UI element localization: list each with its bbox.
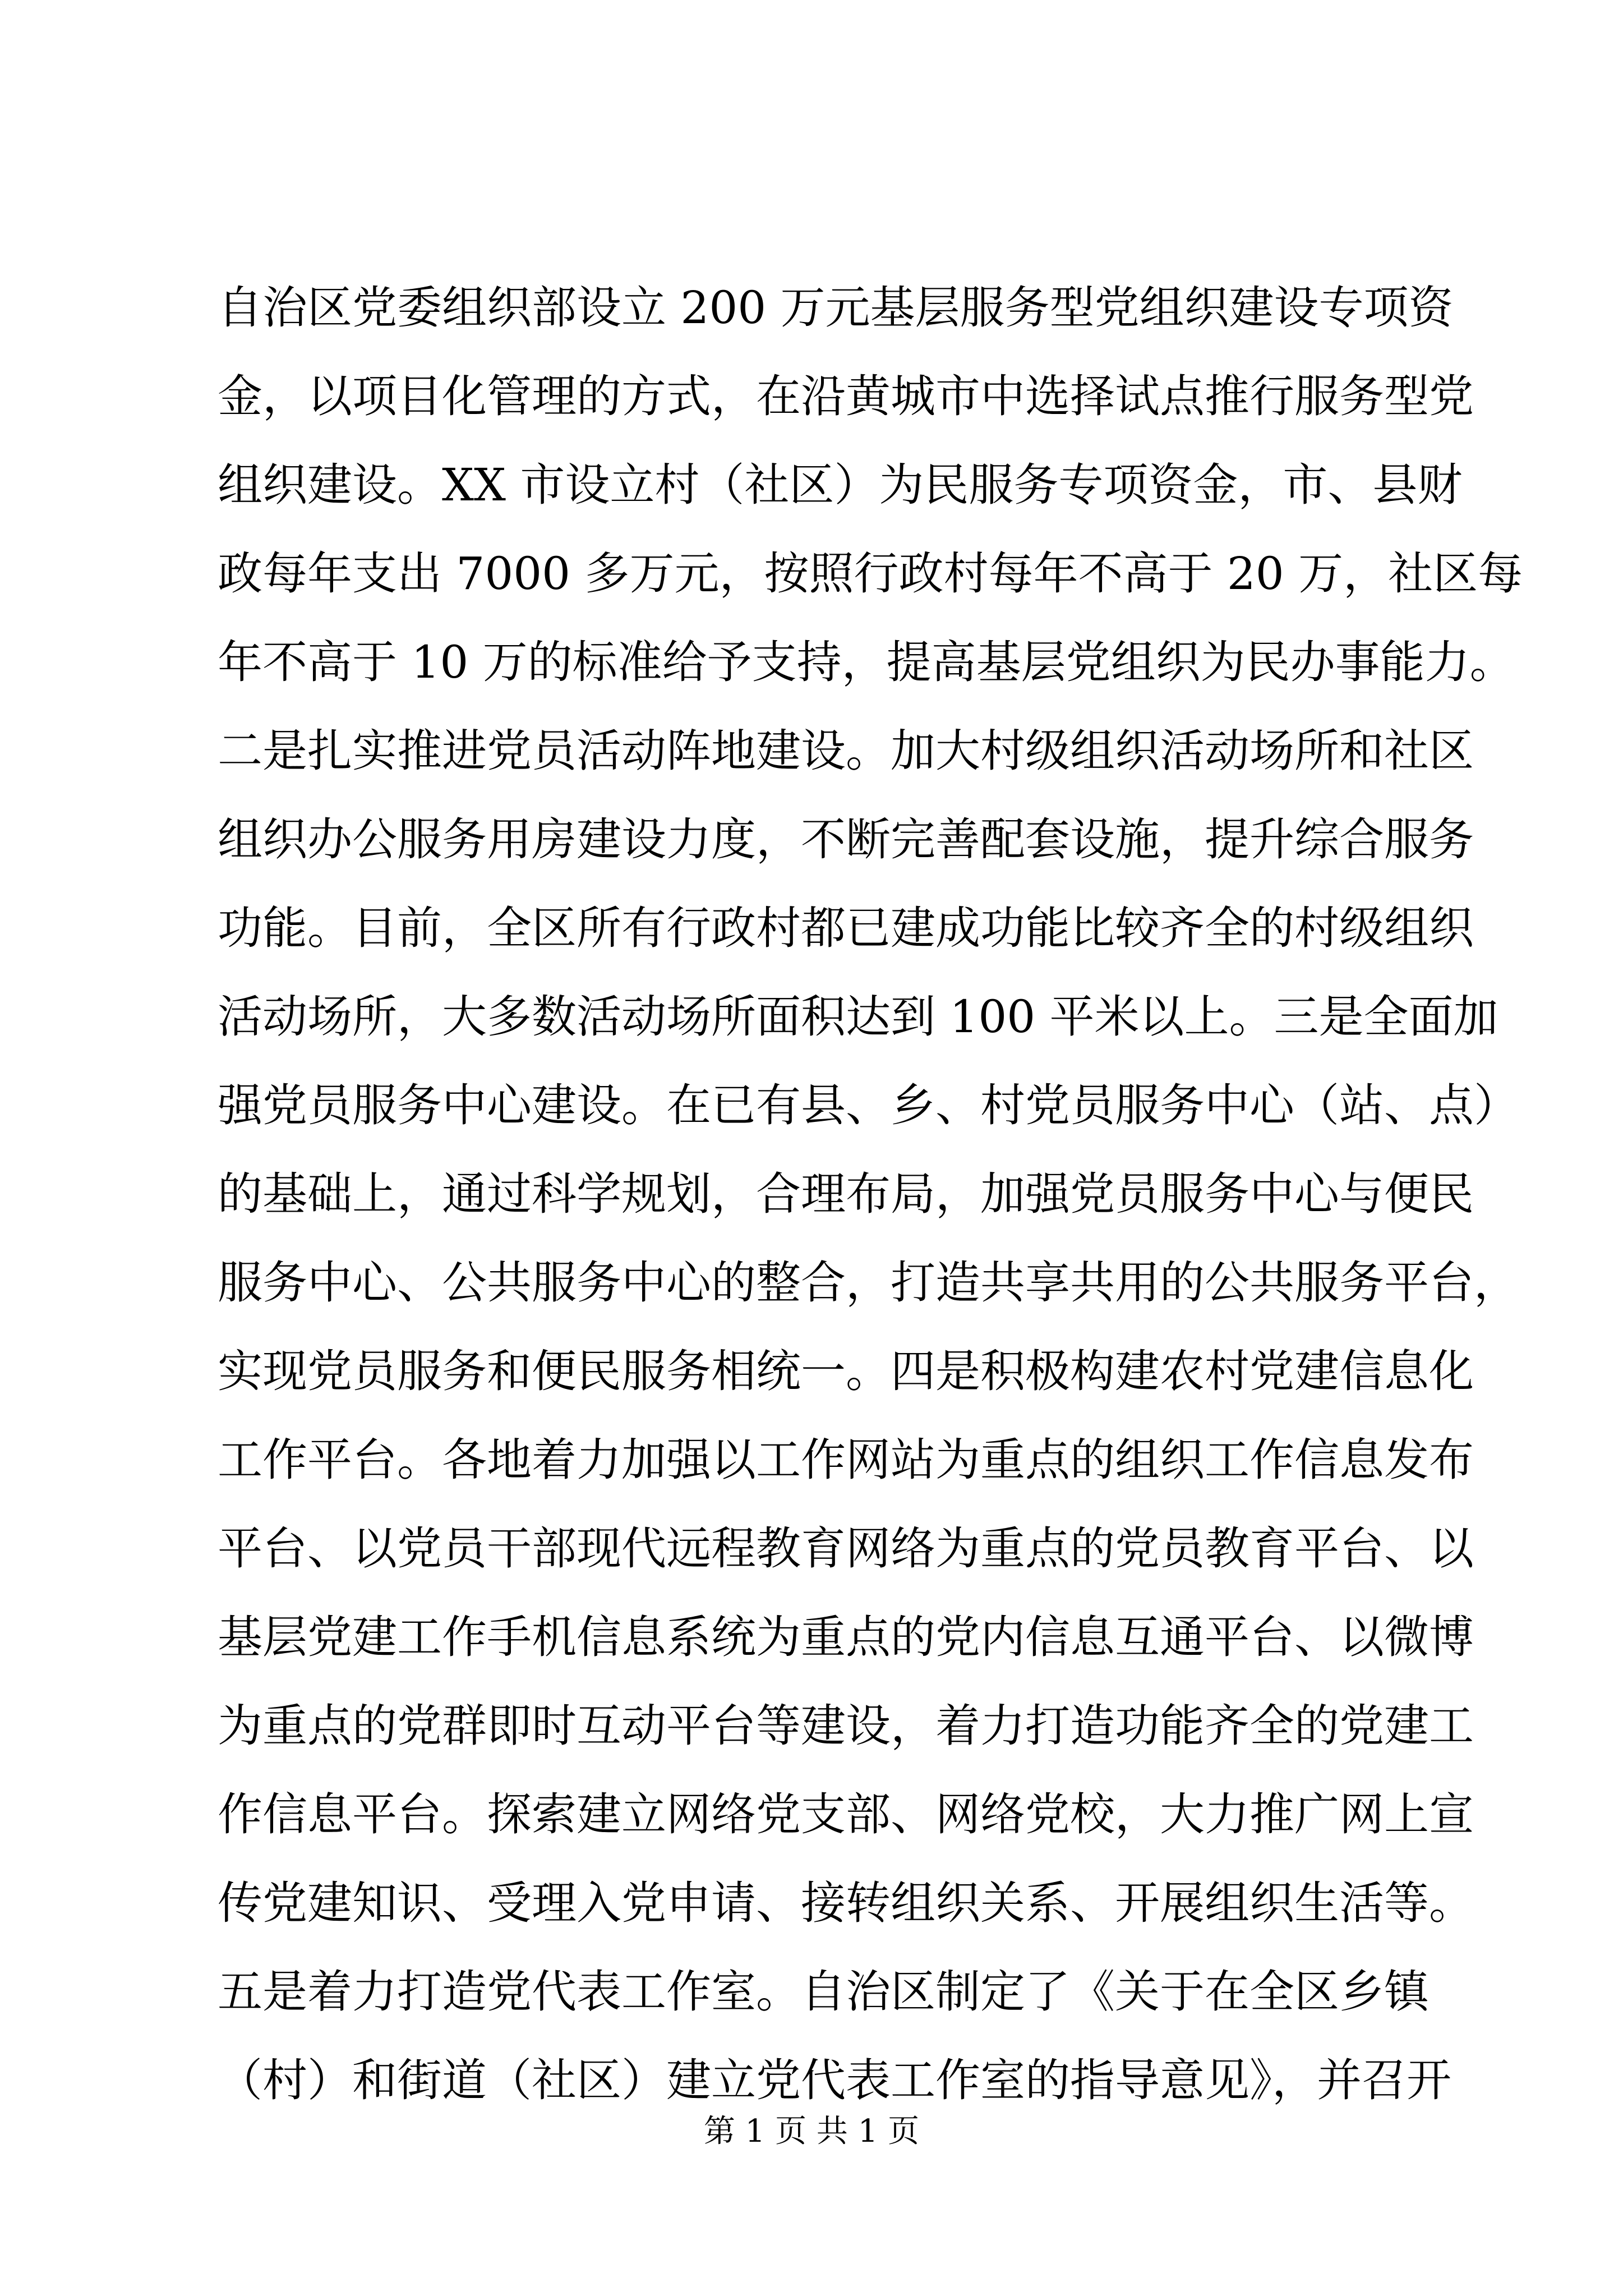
text-line: 年不高于 10 万的标准给予支持，提高基层党组织为民办事能力。 (218, 636, 1515, 688)
text-line: 实现党员服务和便民服务相统一。四是积极构建农村党建信息化 (218, 1345, 1474, 1397)
text-line: 的基础上，通过科学规划，合理布局，加强党员服务中心与便民 (218, 1168, 1474, 1220)
text-line: 工作平台。各地着力加强以工作网站为重点的组织工作信息发布 (218, 1434, 1474, 1486)
text-line: 活动场所，大多数活动场所面积达到 100 平米以上。三是全面加 (218, 991, 1498, 1043)
text-line: 组织办公服务用房建设力度，不断完善配套设施，提升综合服务 (218, 813, 1474, 866)
text-line: 传党建知识、受理入党申请、接转组织关系、开展组织生活等。 (218, 1877, 1474, 1929)
text-line: 金，以项目化管理的方式，在沿黄城市中选择试点推行服务型党 (218, 370, 1474, 422)
text-line: 为重点的党群即时互动平台等建设，着力打造功能齐全的党建工 (218, 1700, 1474, 1752)
body-text (218, 264, 1523, 2125)
text-line: 作信息平台。探索建立网络党支部、网络党校，大力推广网上宣 (218, 1788, 1474, 1841)
text-line: （村）和街道（社区）建立党代表工作室的指导意见》，并召开 (218, 2054, 1451, 2106)
text-line: 组织建设。XX 市设立村（社区）为民服务专项资金，市、县财 (218, 459, 1463, 511)
text-line: 服务中心、公共服务中心的整合，打造共享共用的公共服务平台， (218, 1257, 1519, 1309)
text-line: 基层党建工作手机信息系统为重点的党内信息互通平台、以微博 (218, 1611, 1474, 1663)
text-line: 政每年支出 7000 多万元，按照行政村每年不高于 20 万，社区每 (218, 547, 1523, 600)
text-line: 自治区党委组织部设立 200 万元基层服务型党组织建设专项资 (218, 282, 1454, 334)
text-line: 功能。目前，全区所有行政村都已建成功能比较齐全的村级组织 (218, 902, 1474, 954)
text-line: 五是着力打造党代表工作室。自治区制定了《关于在全区乡镇 (218, 1966, 1429, 2018)
text-line: 二是扎实推进党员活动阵地建设。加大村级组织活动场所和社区 (218, 725, 1474, 777)
page-footer: 第 1 页 共 1 页 (703, 2113, 920, 2150)
text-line: 平台、以党员干部现代远程教育网络为重点的党员教育平台、以 (218, 1522, 1474, 1575)
text-line: 强党员服务中心建设。在已有县、乡、村党员服务中心（站、点） (218, 1079, 1519, 1131)
